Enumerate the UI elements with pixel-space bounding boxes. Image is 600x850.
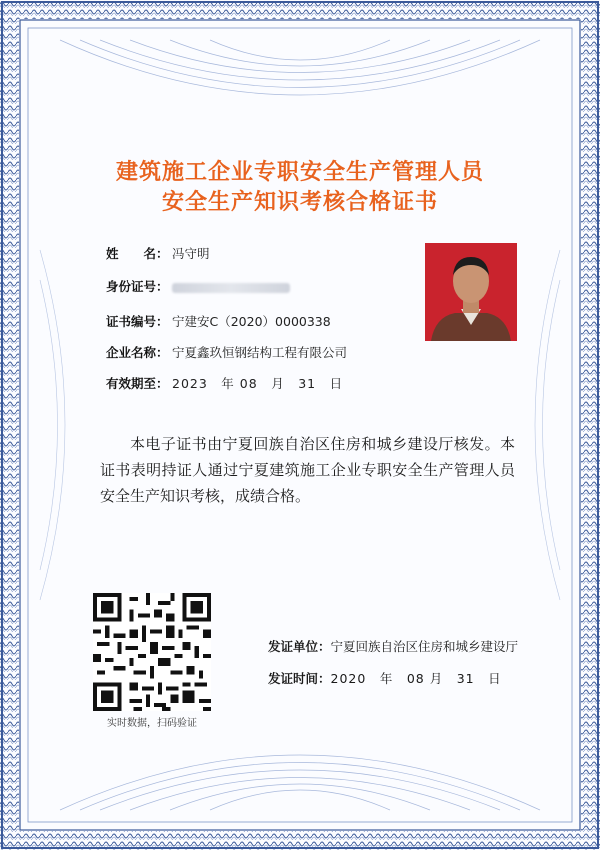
title-line-2: 安全生产知识考核合格证书 — [161, 190, 438, 215]
issuer-unit-row — [268, 637, 518, 655]
name-value: 冯守明 — [172, 246, 210, 261]
cert-number-row — [106, 312, 331, 330]
company-row — [106, 343, 347, 361]
portrait-icon — [425, 243, 517, 341]
id-row — [106, 277, 290, 295]
valid-until-value: 2023 年 08 月 31 日 — [172, 376, 344, 391]
title-line-1: 建筑施工企业专职安全生产管理人员 — [115, 160, 484, 185]
qr-code-icon — [93, 593, 211, 711]
certificate-statement: 本电子证书由宁夏回族自治区住房和城乡建设厅核发。本证书表明持证人通过宁夏建筑施工企业专职安全生产管理人员安全生产知识考核，成绩合格。 — [100, 435, 515, 505]
issuer-unit-label: 发证单位： — [268, 639, 331, 654]
id-label: 身份证号： — [106, 279, 169, 294]
issuer-unit-value: 宁夏回族自治区住房和城乡建设厅 — [330, 639, 519, 654]
issue-date-row — [268, 669, 502, 687]
valid-until-label: 有效期至： — [106, 376, 169, 391]
certificate-title — [0, 158, 600, 218]
qr-caption: 实时数据，扫码验证 — [107, 718, 197, 729]
issue-date-label: 发证时间： — [268, 671, 331, 686]
cert-number-value: 宁建安C（2020）0000338 — [172, 314, 331, 329]
cert-number-label: 证书编号： — [106, 314, 169, 329]
name-label: 姓 名： — [106, 246, 169, 261]
valid-until-row — [106, 374, 343, 392]
name-row — [106, 244, 210, 262]
id-value-redacted — [172, 283, 290, 293]
holder-photo — [425, 243, 517, 341]
company-value: 宁夏鑫玖恒钢结构工程有限公司 — [172, 345, 348, 360]
issue-date-value: 2020 年 08 月 31 日 — [330, 671, 502, 686]
company-label: 企业名称： — [106, 345, 169, 360]
qr-code[interactable] — [93, 593, 211, 711]
